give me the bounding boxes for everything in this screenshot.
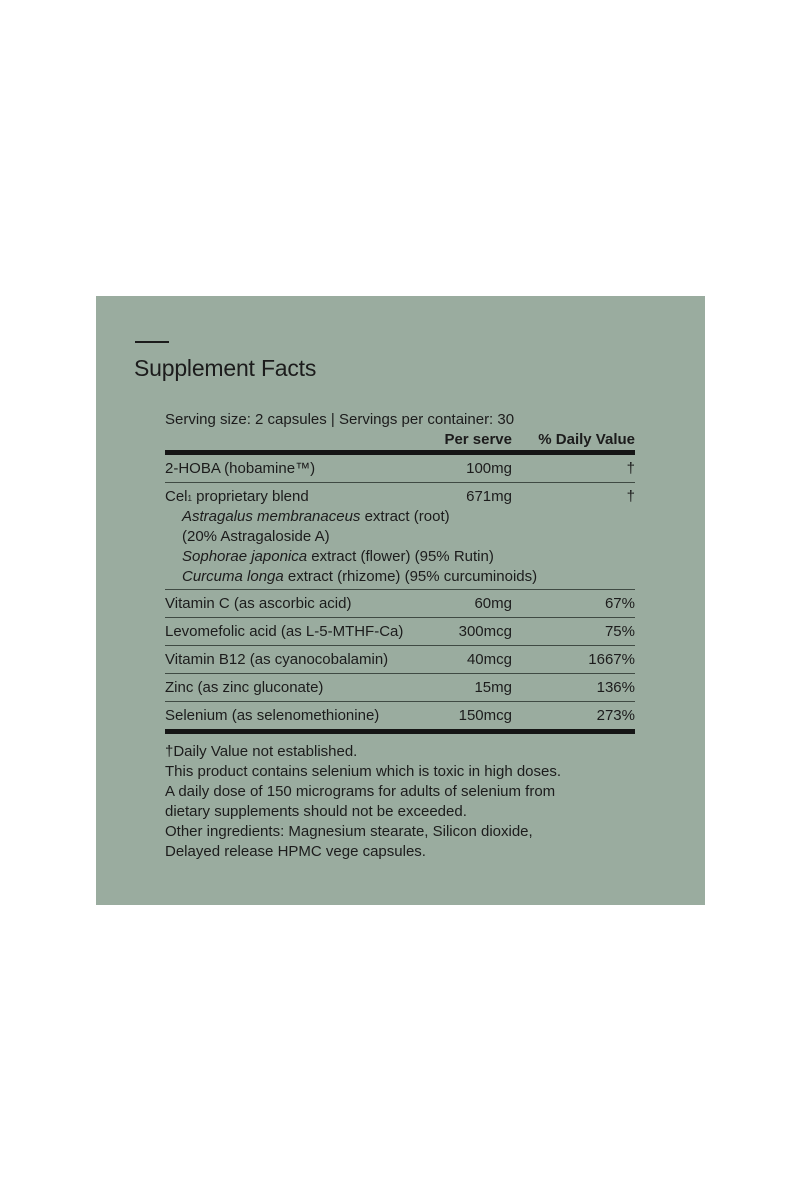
serving-info: Serving size: 2 capsules | Servings per container: 30 — [165, 411, 515, 428]
nutrient-name: Zinc (as zinc gluconate) — [165, 679, 324, 696]
column-per-serve: Per serve — [444, 431, 512, 448]
nutrient-amount: 150mcg — [458, 707, 512, 724]
title-dash — [135, 341, 169, 343]
nutrient-name: Selenium (as selenomethionine) — [165, 707, 380, 724]
blend-ingredients — [165, 507, 635, 587]
table-row — [165, 455, 635, 483]
list-item: Curcuma longa extract (rhizome) (95% curcuminoids) — [182, 568, 538, 585]
nutrient-amount: 40mcg — [466, 651, 512, 668]
nutrient-name: Levomefolic acid (as L-5-MTHF-Ca) — [165, 623, 404, 640]
table-row — [165, 590, 635, 618]
footnote-line: A daily dose of 150 micrograms for adults of selenium from — [165, 783, 556, 800]
footnote-line: †Daily Value not established. — [165, 743, 358, 760]
column-daily-value: % Daily Value — [538, 431, 635, 448]
table-row — [165, 646, 635, 674]
table-row — [165, 702, 635, 729]
list-item: (20% Astragaloside A) — [182, 528, 330, 545]
table-row — [165, 618, 635, 646]
footnote-line: This product contains selenium which is toxic in high doses. — [165, 763, 562, 780]
nutrient-name: 2-HOBA (hobamine™) — [165, 460, 316, 477]
table-row — [165, 674, 635, 702]
nutrient-daily-value: 75% — [604, 623, 635, 640]
footnote-line: Delayed release HPMC vege capsules. — [165, 843, 426, 860]
footnotes — [165, 742, 561, 862]
table-row-blend — [165, 483, 635, 590]
list-item: Astragalus membranaceus extract (root) — [182, 508, 450, 525]
nutrient-amount: 671mg — [466, 488, 512, 505]
nutrient-name: Cel$^1$ proprietary blend — [165, 488, 309, 505]
nutrient-name: Vitamin B12 (as cyanocobalamin) — [165, 651, 389, 668]
footnote-line: Other ingredients: Magnesium stearate, Silicon dioxide, — [165, 823, 533, 840]
supplement-facts-panel — [96, 296, 705, 905]
footnote-line: dietary supplements should not be exceeded. — [165, 803, 467, 820]
nutrient-daily-value: † — [626, 460, 635, 477]
nutrient-daily-value: 273% — [596, 707, 635, 724]
facts-table — [165, 410, 635, 734]
nutrient-amount: 15mg — [474, 679, 512, 696]
nutrient-amount: 60mg — [474, 595, 512, 612]
nutrient-name: Vitamin C (as ascorbic acid) — [165, 595, 352, 612]
list-item: Sophorae japonica extract (flower) (95% Rutin) — [182, 548, 494, 565]
panel-title: Supplement Facts — [134, 355, 317, 381]
nutrient-amount: 300mcg — [458, 623, 512, 640]
nutrient-daily-value: † — [626, 488, 635, 505]
footnote-marker: 1 — [187, 494, 192, 503]
nutrient-daily-value: 67% — [604, 595, 635, 612]
column-headers — [165, 430, 635, 450]
nutrient-daily-value: 136% — [596, 679, 635, 696]
nutrient-daily-value: 1667% — [588, 651, 635, 668]
thick-rule-bottom — [165, 729, 635, 734]
nutrient-amount: 100mg — [466, 460, 512, 477]
